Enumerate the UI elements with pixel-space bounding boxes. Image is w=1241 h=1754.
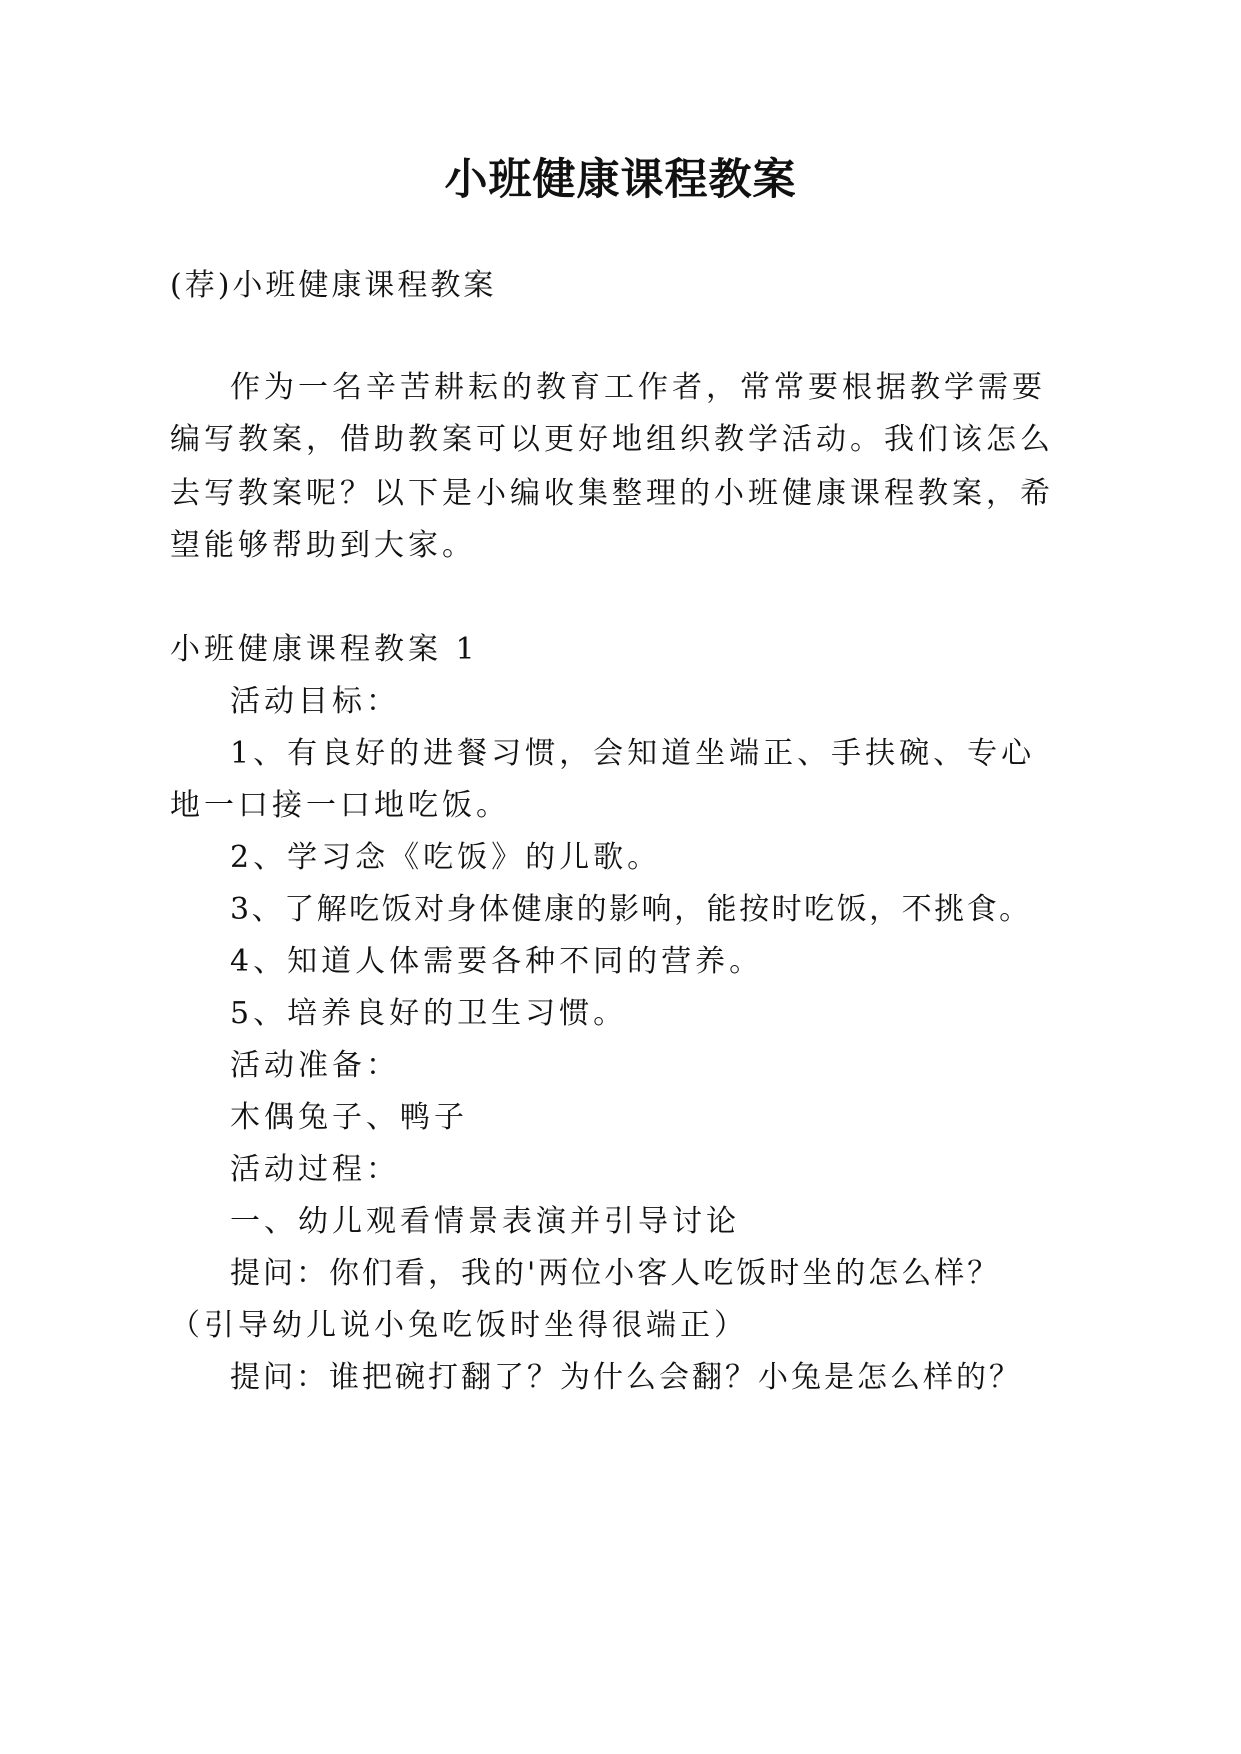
prep-items: 木偶兔子、鸭子 (230, 1100, 468, 1135)
process-step-1: 一、幼儿观看情景表演并引导讨论 (230, 1204, 740, 1239)
goal-item-2: 2、学习念《吃饭》的儿歌。 (230, 840, 662, 875)
document-title: 小班健康课程教案 (444, 155, 797, 205)
process-question-1: 提问：你们看，我的'两位小客人吃饭时坐的怎么样？ (230, 1256, 1001, 1291)
process-heading: 活动过程： (230, 1152, 400, 1187)
goal-item-1-continued: 地一口接一口地吃饭。 (170, 788, 510, 823)
intro-line-4: 望能够帮助到大家。 (170, 528, 476, 563)
goal-item-3: 3、了解吃饭对身体健康的影响，能按时吃饭，不挑食。 (230, 892, 1032, 927)
intro-line-3: 去写教案呢？以下是小编收集整理的小班健康课程教案，希 (170, 476, 1054, 511)
process-guidance-1: （引导幼儿说小兔吃饭时坐得很端正） (170, 1308, 748, 1343)
intro-line-1: 作为一名辛苦耕耘的教育工作者，常常要根据教学需要 (230, 370, 1046, 405)
intro-line-2: 编写教案，借助教案可以更好地组织教学活动。我们该怎么 (170, 422, 1054, 457)
goal-item-5: 5、培养良好的卫生习惯。 (230, 996, 628, 1031)
document-subtitle: (荐)小班健康课程教案 (170, 268, 497, 303)
goal-item-1: 1、有良好的进餐习惯，会知道坐端正、手扶碗、专心 (230, 736, 1036, 771)
process-question-2: 提问：谁把碗打翻了？为什么会翻？小兔是怎么样的？ (230, 1360, 1022, 1395)
section-heading: 小班健康课程教案 1 (170, 632, 479, 667)
goal-item-4: 4、知道人体需要各种不同的营养。 (230, 944, 764, 979)
goals-heading: 活动目标： (230, 684, 400, 719)
prep-heading: 活动准备： (230, 1048, 400, 1083)
